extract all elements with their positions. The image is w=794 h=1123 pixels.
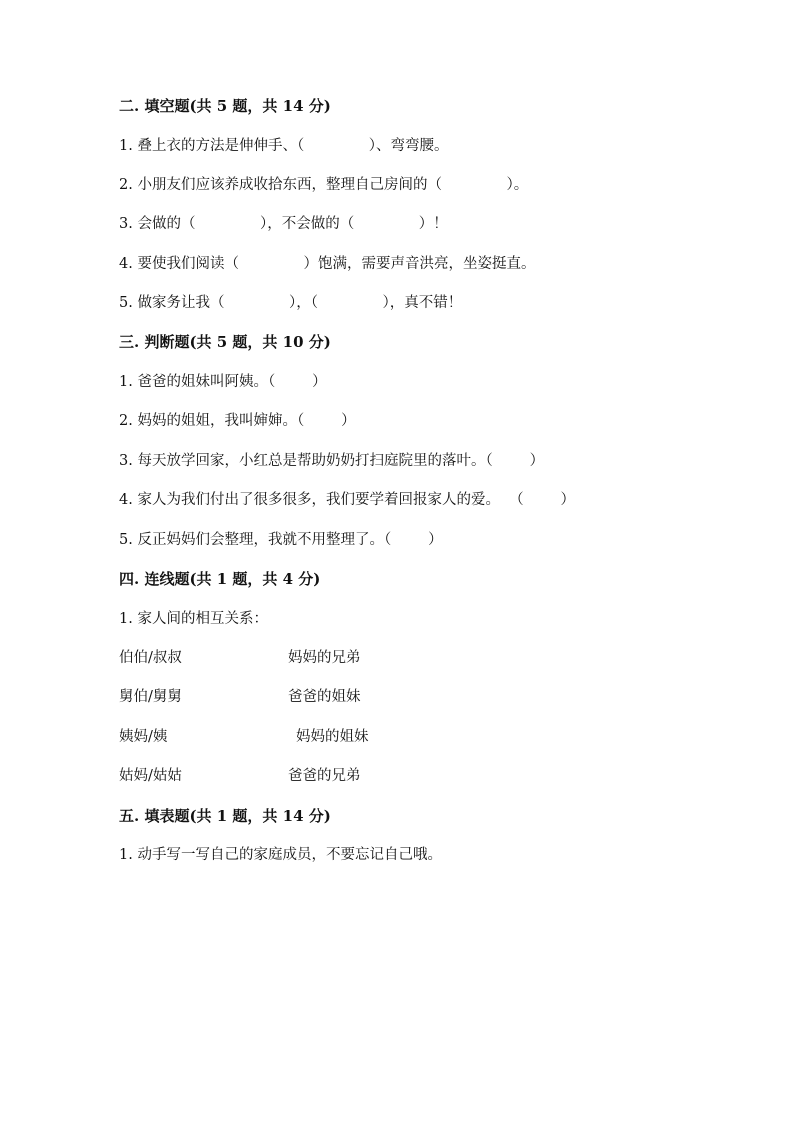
matching-left-item-3: 姨妈/姨 — [119, 729, 168, 745]
fill-blank-question-3: 3. 会做的（ ），不会做的（ ）！ — [119, 216, 448, 232]
fill-blank-question-5: 5. 做家务让我（ ），（ ），真不错！ — [119, 295, 463, 311]
true-false-question-3: 3. 每天放学回家，小红总是帮助奶奶打扫庭院里的落叶。（ ） — [119, 453, 545, 469]
matching-right-item-1: 妈妈的兄弟 — [288, 650, 361, 666]
table-fill-question: 1. 动手写一写自己的家庭成员，不要忘记自己哦。 — [119, 847, 442, 863]
section-heading-true-false: 三. 判断题(共 5 题，共 10 分) — [119, 333, 331, 351]
matching-left-item-2: 舅伯/舅舅 — [119, 689, 182, 705]
true-false-question-1: 1. 爸爸的姐妹叫阿姨。（ ） — [119, 374, 327, 390]
matching-left-item-1: 伯伯/叔叔 — [119, 650, 182, 666]
matching-left-item-4: 姑妈/姑姑 — [119, 768, 182, 784]
fill-blank-question-4: 4. 要使我们阅读（ ）饱满，需要声音洪亮，坐姿挺直。 — [119, 256, 536, 272]
section-heading-fill-blank: 二. 填空题(共 5 题，共 14 分) — [119, 97, 331, 115]
fill-blank-question-1: 1. 叠上衣的方法是伸伸手、（ ）、弯弯腰。 — [119, 138, 449, 154]
true-false-question-5: 5. 反正妈妈们会整理，我就不用整理了。（ ） — [119, 532, 443, 548]
fill-blank-question-2: 2. 小朋友们应该养成收拾东西，整理自己房间的（ ）。 — [119, 177, 529, 193]
matching-right-item-2: 爸爸的姐妹 — [288, 689, 361, 705]
matching-right-item-4: 爸爸的兄弟 — [288, 768, 361, 784]
matching-right-item-3: 妈妈的姐妹 — [296, 729, 369, 745]
section-heading-matching: 四. 连线题(共 1 题，共 4 分) — [119, 570, 321, 588]
section-heading-table-fill: 五. 填表题(共 1 题，共 14 分) — [119, 807, 331, 825]
true-false-question-2: 2. 妈妈的姐姐，我叫婶婶。（ ） — [119, 413, 356, 429]
true-false-question-4: 4. 家人为我们付出了很多很多，我们要学着回报家人的爱。 （ ） — [119, 492, 576, 508]
matching-question: 1. 家人间的相互关系： — [119, 611, 268, 627]
